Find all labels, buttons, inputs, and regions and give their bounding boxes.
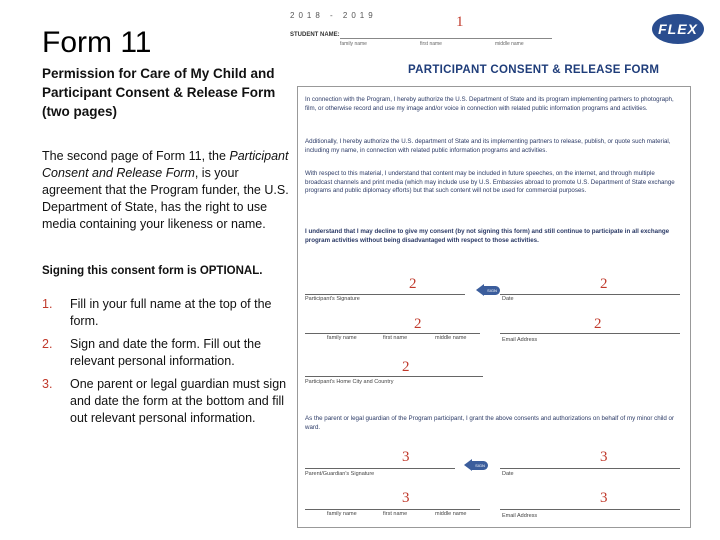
marker-1: 1: [456, 14, 464, 30]
description: [42, 148, 297, 233]
marker-2-date: 2: [600, 276, 608, 292]
form-paragraph-4: I understand that I may decline to give my consent (by not signing this form) and still continue to participate in all exchange program activities without being disadvantaged with respect to those activities.: [305, 228, 670, 244]
step-number: 1.: [42, 297, 53, 311]
family-name-label: family name: [340, 41, 367, 47]
optional-note: Signing this consent form is OPTIONAL.: [42, 265, 263, 277]
guardian-signature-label: Parent/Guardian's Signature: [305, 471, 375, 477]
marker-3-date: 3: [600, 449, 608, 465]
guardian-name-line: [305, 509, 480, 510]
participant-date-label: Date: [502, 296, 514, 302]
list-item: [42, 376, 292, 427]
marker-2-name: 2: [414, 316, 422, 332]
participant-signature-label: Participant's Signature: [305, 296, 360, 302]
marker-3-email: 3: [600, 490, 608, 506]
step-number: 3.: [42, 377, 53, 391]
steps-list: [42, 296, 292, 433]
description-suffix: , is your agreement that the Program funder, the U.S. Department of State, has the right to use media containing your likeness or name.: [42, 166, 289, 231]
sign-arrow-icon: [472, 461, 488, 470]
middle-name-label: middle name: [495, 41, 524, 47]
participant-family-name-label: family name: [327, 335, 357, 341]
step-text: One parent or legal guardian must sign and date the form at the bottom and fill out relevant personal information.: [70, 377, 287, 425]
guardian-date-line: [500, 468, 680, 469]
description-prefix: The second page of Form 11, the: [42, 149, 230, 163]
guardian-middle-name-label: middle name: [435, 511, 467, 517]
guardian-date-label: Date: [502, 471, 514, 477]
page-subtitle: Permission for Care of My Child and Participant Consent & Release Form (two pages): [42, 66, 276, 119]
sign-arrow-icon: [484, 286, 500, 295]
marker-2-signature: 2: [409, 276, 417, 292]
participant-email-line: [500, 333, 680, 334]
marker-3-signature: 3: [402, 449, 410, 465]
participant-email-label: Email Address: [502, 337, 538, 343]
marker-2-city: 2: [402, 359, 410, 375]
participant-date-line: [500, 294, 680, 295]
step-number: 2.: [42, 337, 53, 351]
guardian-email-line: [500, 509, 680, 510]
guardian-email-label: Email Address: [502, 513, 538, 519]
student-name-label: STUDENT NAME:: [290, 32, 340, 38]
form-title: PARTICIPANT CONSENT & RELEASE FORM: [408, 64, 660, 76]
form-paragraph-3: With respect to this material, I understand that content may be included in future speeches, on the internet, and through multiple broadcast channels and print media (which may include use by U.S. Embassies abroad to promote U.S. Department of State exchange programs and public diplomacy efforts) but that such content will not be used for commercial purposes.: [305, 170, 675, 195]
guardian-signature-line: [305, 468, 455, 469]
step-text: Sign and date the form. Fill out the relevant personal information.: [70, 337, 262, 368]
flex-logo: FLEX: [652, 14, 704, 44]
participant-name-line: [305, 333, 480, 334]
step-text: Fill in your full name at the top of the form.: [70, 297, 272, 328]
list-item: [42, 336, 292, 370]
guardian-family-name-label: family name: [327, 511, 357, 517]
participant-middle-name-label: middle name: [435, 335, 467, 341]
participant-first-name-label: first name: [383, 335, 408, 341]
first-name-label: first name: [420, 41, 442, 47]
student-name-line: [340, 38, 552, 39]
form-paragraph-2: Additionally, I hereby authorize the U.S. department of State and its implementing partners to release, publish, or quote such material, including my name, in connection with related public information programs and activities.: [305, 138, 671, 154]
form-paragraph-1: In connection with the Program, I hereby authorize the U.S. Department of State and its program implementing partners to photograph, film, or otherwise record and use my image and/or voice in connection with related public information programs and activities.: [305, 96, 674, 112]
sign-arrow-label: SIGN: [475, 463, 485, 468]
description-form-name: Participant Consent and Release Form: [42, 149, 289, 180]
sign-arrow-label: SIGN: [487, 288, 497, 293]
participant-city-label: Participant's Home City and Country: [305, 379, 394, 385]
list-item: [42, 296, 292, 330]
page-title: Form 11: [42, 26, 152, 59]
guardian-first-name-label: first name: [383, 511, 408, 517]
marker-2-email: 2: [594, 316, 602, 332]
participant-signature-line: [305, 294, 465, 295]
form-year: 2018 - 2019: [290, 11, 377, 20]
participant-city-line: [305, 376, 483, 377]
form-paragraph-5: As the parent or legal guardian of the Program participant, I grant the above consents and authorizations on behalf of my minor child or ward.: [305, 415, 675, 431]
marker-3-name: 3: [402, 490, 410, 506]
